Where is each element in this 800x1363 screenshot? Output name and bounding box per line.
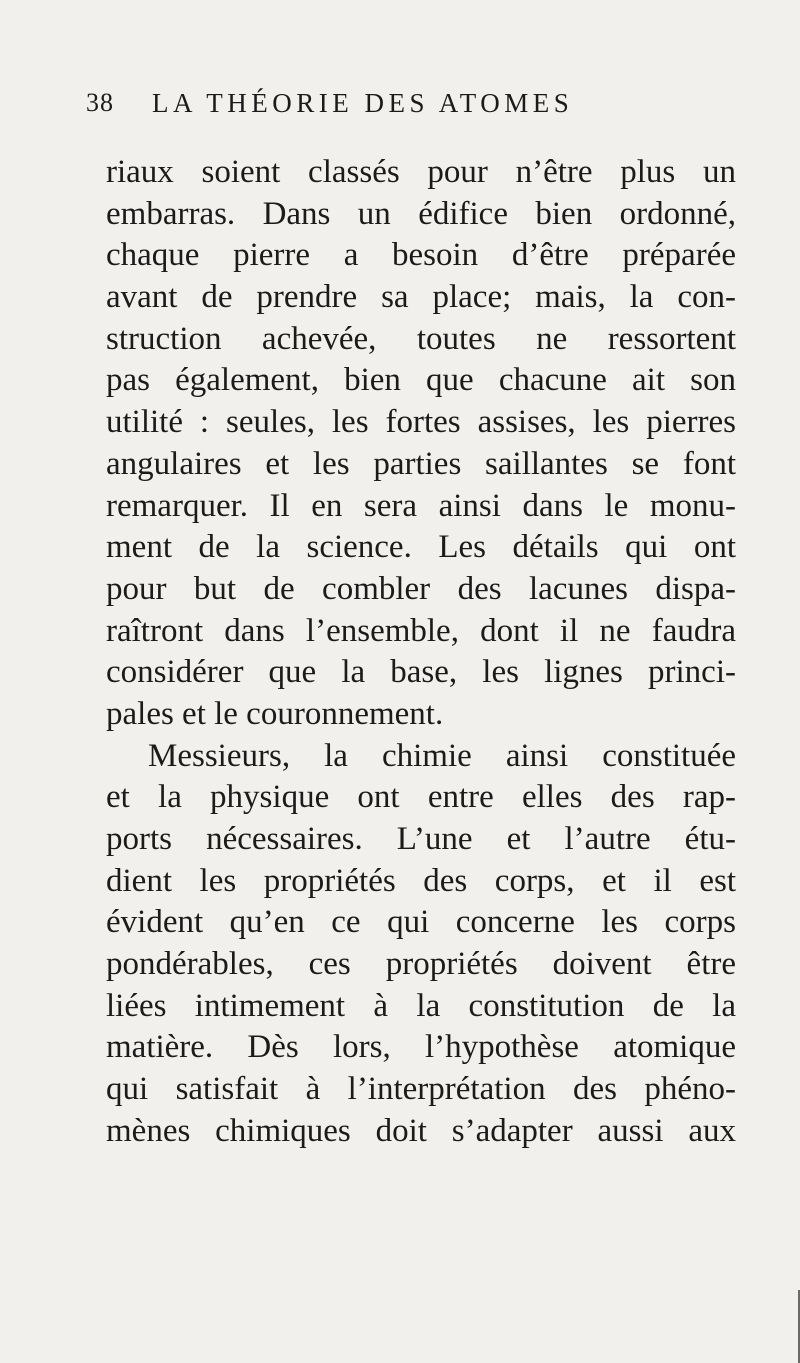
text-line: dient les propriétés des corps, et il est (106, 862, 736, 899)
text-line: pondérables, ces propriétés doivent être (106, 946, 736, 983)
text-line: utilité : seules, les fortes assises, les pierres (106, 404, 736, 441)
text-line: struction achevée, toutes ne ressortent (106, 320, 736, 357)
page-header (86, 88, 646, 128)
text-line-paragraph-end: pales et le couronnement. (106, 695, 444, 732)
text-line: et la physique ont entre elles des rap- (106, 779, 736, 816)
text-line: ment de la science. Les détails qui ont (106, 529, 736, 566)
text-line: embarras. Dans un édifice bien ordonné, (106, 195, 736, 232)
text-line: liées intimement à la constitution de la (106, 987, 736, 1024)
text-line: qui satisfait à l’interprétation des phéno- (106, 1071, 736, 1108)
text-line: mènes chimiques doit s’adapter aussi aux (106, 1112, 736, 1149)
text-line: chaque pierre a besoin d’être préparée (106, 237, 736, 274)
text-line: pour but de combler des lacunes dispa- (106, 570, 736, 607)
text-line: riaux soient classés pour n’être plus un (106, 154, 736, 190)
text-line: angulaires et les parties saillantes se font (106, 445, 736, 482)
text-line: raîtront dans l’ensemble, dont il ne faudra (106, 612, 736, 649)
text-line: pas également, bien que chacune ait son (106, 362, 736, 399)
page-number: 38 (86, 88, 114, 117)
running-head: LA THÉORIE DES ATOMES (152, 88, 574, 118)
text-line: évident qu’en ce qui concerne les corps (106, 904, 736, 941)
body-text (106, 152, 736, 1153)
text-line-paragraph-start: Messieurs, la chimie ainsi constituée (148, 737, 736, 774)
text-line: matière. Dès lors, l’hypothèse atomique (106, 1029, 736, 1066)
text-line: considérer que la base, les lignes princi- (106, 654, 736, 691)
text-line: avant de prendre sa place; mais, la con- (106, 279, 736, 316)
text-line: ports nécessaires. L’une et l’autre étu- (106, 821, 736, 857)
text-line: remarquer. Il en sera ainsi dans le monu- (106, 487, 736, 524)
